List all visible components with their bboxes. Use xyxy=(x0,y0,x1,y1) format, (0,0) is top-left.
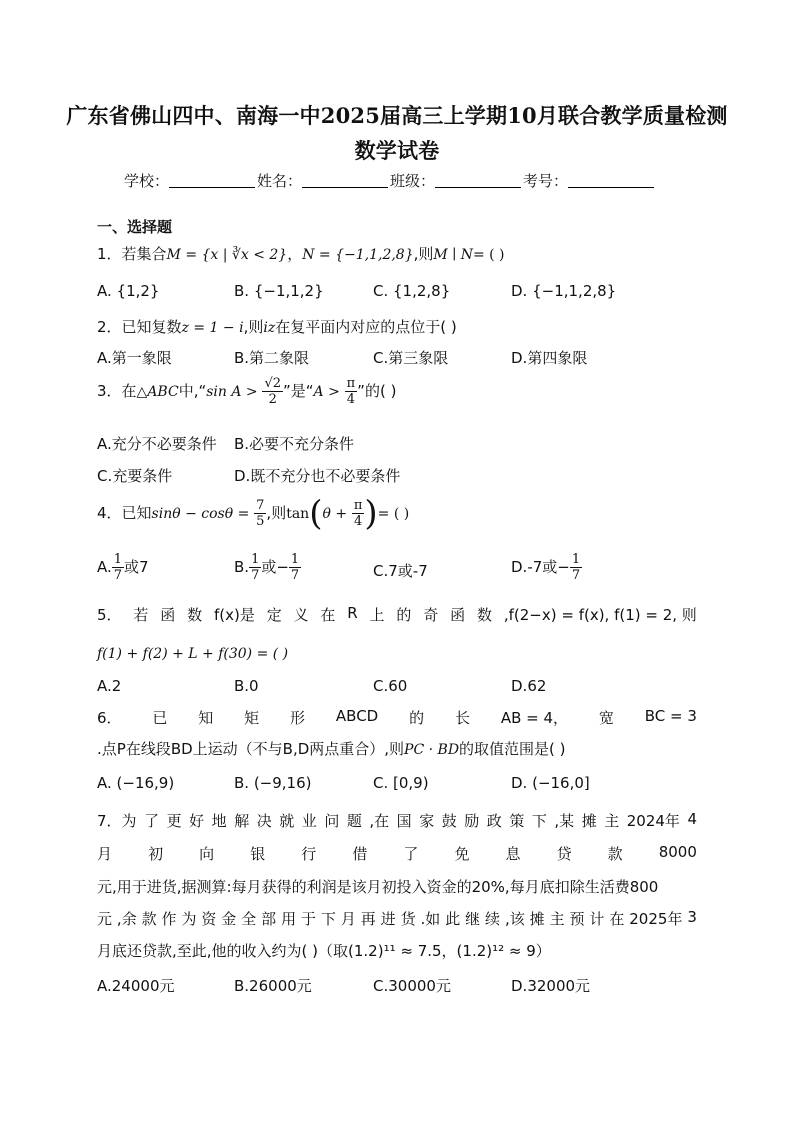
q7-option-d: D.32000元 xyxy=(511,977,591,995)
q1-num: 1．若集合 xyxy=(97,245,167,263)
q7-line1-word: 解 xyxy=(234,812,250,830)
q7-line2-word: 向 xyxy=(199,845,215,863)
q7-line4-word: 计 xyxy=(589,910,605,928)
q7-line2-word: 月 xyxy=(97,845,113,863)
q3-option-d: D.既不充分也不必要条件 xyxy=(234,467,401,485)
q3-triangle: △ABC xyxy=(136,384,179,400)
q5-line1-word: 函 xyxy=(160,606,176,624)
q2-option-c: C.第三象限 xyxy=(373,349,449,367)
q1-option-b: B. {−1,1,2} xyxy=(234,282,324,300)
q6-option-d: D. (−16,0] xyxy=(511,774,590,792)
q2-iz: iz xyxy=(263,320,276,336)
q7-line2-word: 8000 xyxy=(658,843,697,861)
q3-option-a: A.充分不必要条件 xyxy=(97,435,217,453)
id-label: 考号： xyxy=(523,172,569,190)
q7-line4-word: 主 xyxy=(549,910,565,928)
q7-line2-word: 贷 xyxy=(556,845,572,863)
q7-line1-word: 摊 xyxy=(581,812,597,830)
section-heading: 一、选择题 xyxy=(97,218,173,236)
q6-line2-b: 的取值范围是( ) xyxy=(459,740,566,758)
q7-line1-word: ,某 xyxy=(554,812,575,830)
q1-end: = ( ) xyxy=(472,247,505,263)
q3-text-a: 中,“ xyxy=(178,382,207,400)
q4-end: = ( ) xyxy=(377,506,410,522)
q7-line1-word: 2024年 xyxy=(626,812,680,830)
q6-line1-word: 宽 xyxy=(598,709,614,727)
q2-num: 2．已知复数 xyxy=(97,318,182,336)
name-blank xyxy=(302,173,388,188)
q4-mid: ,则 xyxy=(266,504,287,522)
q7-line4-word: 再 xyxy=(360,910,376,928)
q5-line1-word: 奇 xyxy=(423,606,439,624)
q3-num: 3．在 xyxy=(97,382,137,400)
q7-line2-word: 款 xyxy=(607,845,623,863)
question-5-line1 xyxy=(97,604,697,625)
q7-line4-word: 进 xyxy=(380,910,396,928)
q2-z: z = 1 − i xyxy=(181,320,244,336)
q6-vector-dot: PC · BD xyxy=(404,742,460,758)
question-6-line1 xyxy=(97,707,697,728)
q7-line2-word: 免 xyxy=(454,845,470,863)
id-blank xyxy=(568,173,654,188)
q7-line1-word: 7．为 xyxy=(97,812,137,830)
q7-line1-word: 更 xyxy=(166,812,182,830)
q7-line4-word: .如 xyxy=(420,910,441,928)
q7-line1-word: 题 xyxy=(346,812,362,830)
question-7-line4 xyxy=(97,908,697,929)
q7-line4-word: 元 xyxy=(97,910,113,928)
class-label: 班级： xyxy=(390,172,436,190)
q6-line1-word: ABCD xyxy=(335,707,379,725)
q5-line1-word: 义 xyxy=(293,606,309,624)
q6-line2-a: .点P在线段BD上运动（不与B,D两点重合）,则 xyxy=(97,740,405,758)
q2-option-b: B.第二象限 xyxy=(234,349,310,367)
q7-line4-word: 预 xyxy=(569,910,585,928)
q5-line1-word: f(x)是 xyxy=(213,606,255,624)
q7-line2-word: 了 xyxy=(403,845,419,863)
q3-option-b: B.必要不充分条件 xyxy=(234,435,355,453)
q7-line4-word: 于 xyxy=(300,910,316,928)
question-2 xyxy=(97,316,457,337)
q7-line1-word: 就 xyxy=(279,812,295,830)
q5-sum-expr: f(1) + f(2) + L + f(30) = ( ) xyxy=(97,646,289,662)
question-3 xyxy=(97,376,396,407)
q5-line1-word: 的 xyxy=(396,606,412,624)
q6-line1-word: 的 xyxy=(409,709,425,727)
q1-expr: M ∣ N xyxy=(433,247,473,263)
q7-line4-word: 金 xyxy=(221,910,237,928)
q5-line1-word: ,f(2−x) = f(x), f(1) = 2, 则 xyxy=(503,606,697,624)
q6-line1-word: 长 xyxy=(454,709,470,727)
q6-option-c: C. [0,9) xyxy=(373,774,429,792)
q7-line1-word: 了 xyxy=(144,812,160,830)
q5-line1-word: 数 xyxy=(187,606,203,624)
q4-num: 4．已知 xyxy=(97,504,152,522)
q6-option-a: A. (−16,9) xyxy=(97,774,175,792)
q5-line1-word: 若 xyxy=(133,606,149,624)
q4-tan: tan xyxy=(286,506,310,522)
q3-fraction-root2-over-2: $\frac{√2}{2}$ xyxy=(264,376,281,407)
q1-sep: ， xyxy=(287,245,303,263)
q1-set-m: M = {x | ∛x < 2} xyxy=(166,247,288,263)
question-7-line5 xyxy=(97,940,551,961)
q6-line1-word: 知 xyxy=(198,709,214,727)
q7-line1-word: 下 xyxy=(531,812,547,830)
q5-line1-word: 定 xyxy=(266,606,282,624)
q5-line1-word: 上 xyxy=(369,606,385,624)
q5-line1-word: 数 xyxy=(476,606,492,624)
school-blank xyxy=(169,173,255,188)
q7-line4-word: 部 xyxy=(261,910,277,928)
q4-fraction-7-over-5: $\frac{7}{5}$ xyxy=(256,498,265,529)
q7-line1-word: 好 xyxy=(189,812,205,830)
q7-line2-word: 行 xyxy=(301,845,317,863)
q4-option-d: D.-7或− $\frac{1}{7}$ xyxy=(511,552,581,583)
q7-line1-word: 4 xyxy=(687,810,697,828)
q7-line4-word: 续 xyxy=(485,910,501,928)
q6-line1-word: AB = 4， xyxy=(500,709,569,727)
q7-line4-word: 继 xyxy=(465,910,481,928)
q7-line4-word: 款 xyxy=(141,910,157,928)
q7-line4-word: 在 xyxy=(609,910,625,928)
q7-option-a: A.24000元 xyxy=(97,977,175,995)
q2-option-d: D.第四象限 xyxy=(511,349,588,367)
q7-line5: 月底还贷款,至此,他的收入约为( )（取(1.2)¹¹ ≈ 7.5，(1.2)¹² ≈ 9） xyxy=(97,942,551,960)
q7-line3: 元,用于进货,据测算:每月获得的利润是该月初投入资金的20%,每月底扣除生活费800 xyxy=(97,878,659,896)
q7-line1-word: 策 xyxy=(509,812,525,830)
q6-line1-word: BC = 3 xyxy=(644,707,697,725)
q5-line1-word: 5． xyxy=(97,606,122,624)
q7-line4-word: 货 xyxy=(400,910,416,928)
exam-title: 广东省佛山四中、南海一中2025届高三上学期10月联合教学质量检测 xyxy=(66,103,728,128)
q7-line1-word: 地 xyxy=(211,812,227,830)
q7-line4-word: 下 xyxy=(320,910,336,928)
q7-line4-word: 3 xyxy=(687,908,697,926)
q2-mid: ,则 xyxy=(243,318,264,336)
q7-line1-word: 励 xyxy=(464,812,480,830)
q7-line1-word: ,在 xyxy=(369,812,390,830)
q4-option-b: B. $\frac{1}{7}$ 或− $\frac{1}{7}$ xyxy=(234,552,300,583)
exam-subtitle: 数学试卷 xyxy=(354,138,440,163)
q3-a-gt: A > xyxy=(313,384,340,400)
q2-option-a: A.第一象限 xyxy=(97,349,172,367)
q7-line4-word: 全 xyxy=(241,910,257,928)
q7-line2-word: 银 xyxy=(250,845,266,863)
q7-line4-word: 作 xyxy=(161,910,177,928)
school-label: 学校： xyxy=(124,172,170,190)
q1-tail: ,则 xyxy=(413,245,434,263)
q7-option-b: B.26000元 xyxy=(234,977,312,995)
q7-line1-word: 国 xyxy=(396,812,412,830)
q5-option-b: B.0 xyxy=(234,677,259,695)
q5-option-c: C.60 xyxy=(373,677,408,695)
q3-fraction-pi-over-4: $\frac{\pi}{4}$ xyxy=(346,376,356,407)
q7-line4-word: ,余 xyxy=(116,910,137,928)
q7-line4-word: 用 xyxy=(281,910,297,928)
question-7-line3 xyxy=(97,876,658,897)
q4-option-c: C.7或-7 xyxy=(373,562,428,580)
q7-line2-word: 初 xyxy=(148,845,164,863)
q7-line4-word: 为 xyxy=(181,910,197,928)
question-6-line2 xyxy=(97,738,566,759)
q7-line4-word: 2025年 xyxy=(629,910,683,928)
q6-line1-word: 矩 xyxy=(244,709,260,727)
q3-option-c: C.充要条件 xyxy=(97,467,173,485)
q7-option-c: C.30000元 xyxy=(373,977,451,995)
q7-line1-word: 问 xyxy=(324,812,340,830)
q4-inner: θ + xyxy=(322,506,348,522)
q3-sin-a: sin A > xyxy=(206,384,258,400)
q7-line2-word: 借 xyxy=(352,845,368,863)
q6-option-b: B. (−9,16) xyxy=(234,774,312,792)
q4-fraction-pi-over-4: $\frac{\pi}{4}$ xyxy=(353,498,363,529)
student-info-row xyxy=(124,170,656,191)
q4-option-a: A. $\frac{1}{7}$ 或7 xyxy=(97,552,149,583)
q7-line4-word: 摊 xyxy=(529,910,545,928)
q1-option-d: D. {−1,1,2,8} xyxy=(511,282,617,300)
q1-option-c: C. {1,2,8} xyxy=(373,282,451,300)
q7-line1-word: 政 xyxy=(486,812,502,830)
q7-line1-word: 家 xyxy=(419,812,435,830)
name-label: 姓名： xyxy=(257,172,303,190)
question-7-line2 xyxy=(97,843,697,864)
q7-line4-word: 资 xyxy=(201,910,217,928)
q5-line1-word: R xyxy=(347,604,358,622)
q2-tail: 在复平面内对应的点位于( ) xyxy=(275,318,457,336)
q5-option-d: D.62 xyxy=(511,677,547,695)
question-1 xyxy=(97,243,505,264)
q3-text-b: ”是“ xyxy=(283,382,314,400)
q6-line1-word: 6． xyxy=(97,709,122,727)
q7-line4-word: ,该 xyxy=(504,910,525,928)
q7-line2-word: 息 xyxy=(505,845,521,863)
q5-line1-word: 函 xyxy=(450,606,466,624)
q5-option-a: A.2 xyxy=(97,677,122,695)
q6-line1-word: 形 xyxy=(290,709,306,727)
question-7-line1 xyxy=(97,810,697,831)
q1-option-a: A. {1,2} xyxy=(97,282,160,300)
q7-line1-word: 主 xyxy=(604,812,620,830)
q6-line1-word: 已 xyxy=(152,709,168,727)
q7-line4-word: 此 xyxy=(445,910,461,928)
q5-line1-word: 在 xyxy=(320,606,336,624)
q4-lhs: sinθ − cosθ = xyxy=(151,506,250,522)
q3-text-c: ”的( ) xyxy=(357,382,397,400)
q1-set-n: N = {−1,1,2,8} xyxy=(302,247,414,263)
q7-line1-word: 鼓 xyxy=(441,812,457,830)
question-5-line2 xyxy=(97,644,288,662)
q7-line4-word: 月 xyxy=(340,910,356,928)
class-blank xyxy=(435,173,521,188)
q7-line1-word: 业 xyxy=(301,812,317,830)
q7-line1-word: 决 xyxy=(256,812,272,830)
question-4: 4．已知sinθ − cosθ = $\frac{7}{5}$ ,则tan(θ + $\frac{\pi}{4}$ )= ( ) xyxy=(97,493,410,534)
